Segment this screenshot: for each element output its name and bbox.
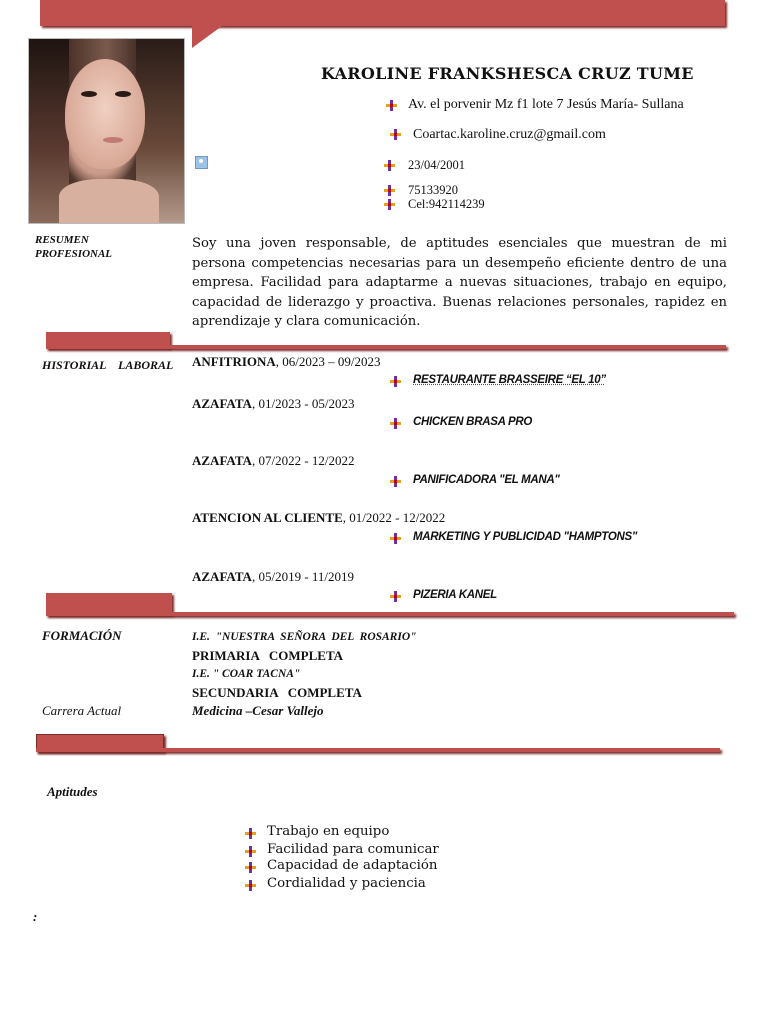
- birthdate: 23/04/2001: [408, 158, 465, 172]
- section-divider-line: [46, 345, 726, 349]
- bullet-icon: [245, 828, 256, 839]
- section-divider-line: [46, 612, 734, 616]
- phone: Cel:942114239: [408, 197, 485, 211]
- company-name: RESTAURANTE BRASSEIRE “EL 10”: [413, 374, 606, 386]
- school-secondary: I.E. " COAR TACNA": [192, 668, 301, 680]
- school-primary: I.E. "NUESTRA SEÑORA DEL ROSARIO": [192, 631, 417, 643]
- company-name: MARKETING Y PUBLICIDAD "HAMPTONS": [413, 531, 637, 543]
- email: Coartac.karoline.cruz@gmail.com: [413, 127, 606, 142]
- summary-text: Soy una joven responsable, de aptitudes esenciales que muestran de mi persona competencias necesarias para un desempeño eficiente dentro de una empresa. Facilidad para adaptarme a nuevas situaciones, trabajo en equipo, capacidad de liderazgo y proactiva. Buenas relaciones personales, rapidez en aprendizaje y clara comunicación.: [192, 236, 727, 329]
- career-label: Carrera Actual: [42, 703, 122, 718]
- bullet-icon: [390, 129, 401, 140]
- header-banner: [40, 0, 725, 26]
- level-secondary: SECUNDARIA COMPLETA: [192, 685, 362, 700]
- header-banner-notch: [192, 26, 222, 48]
- bullet-icon: [245, 880, 256, 891]
- skill-item: Trabajo en equipo: [267, 824, 390, 839]
- career-value: Medicina –Cesar Vallejo: [192, 703, 324, 718]
- company-name: CHICKEN BRASA PRO: [413, 416, 533, 428]
- level-primary: PRIMARIA COMPLETA: [192, 648, 344, 663]
- bullet-icon: [384, 185, 395, 196]
- skill-item: Capacidad de adaptación: [267, 858, 438, 873]
- bullet-icon: [386, 100, 397, 111]
- bullet-icon: [384, 160, 395, 171]
- footer-mark: :: [33, 909, 38, 924]
- company-name: PANIFICADORA "EL MANA": [413, 474, 560, 486]
- summary-label-line1: RESUMEN: [35, 234, 89, 246]
- job-entry: AZAFATA, 01/2023 - 05/2023: [192, 396, 355, 411]
- profile-photo: [28, 38, 185, 224]
- full-name: KAROLINE FRANKSHESCA CRUZ TUME: [321, 64, 694, 83]
- skill-item: Facilidad para comunicar: [267, 842, 439, 857]
- job-entry: AZAFATA, 05/2019 - 11/2019: [192, 569, 355, 584]
- location-pin-icon: [195, 156, 208, 169]
- section-divider-line: [36, 748, 720, 752]
- work-label: HISTORIAL LABORAL: [42, 358, 174, 372]
- bullet-icon: [390, 418, 401, 429]
- skill-item: Cordialidad y paciencia: [267, 876, 426, 891]
- bullet-icon: [390, 533, 401, 544]
- bullet-icon: [390, 591, 401, 602]
- bullet-icon: [390, 376, 401, 387]
- skills-label: Aptitudes: [47, 784, 98, 799]
- job-entry: ATENCION AL CLIENTE, 01/2022 - 12/2022: [192, 510, 446, 525]
- summary-label-line2: PROFESIONAL: [35, 248, 113, 260]
- bullet-icon: [245, 862, 256, 873]
- bullet-icon: [390, 476, 401, 487]
- address: Av. el porvenir Mz f1 lote 7 Jesús María- Sullana: [408, 97, 684, 112]
- job-entry: AZAFATA, 07/2022 - 12/2022: [192, 453, 355, 468]
- dni: 75133920: [408, 183, 458, 197]
- job-entry: ANFITRIONA, 06/2023 – 09/2023: [192, 354, 381, 369]
- bullet-icon: [245, 846, 256, 857]
- bullet-icon: [384, 199, 395, 210]
- company-name: PIZERIA KANEL: [413, 589, 497, 601]
- education-label: FORMACIÓN: [42, 628, 122, 643]
